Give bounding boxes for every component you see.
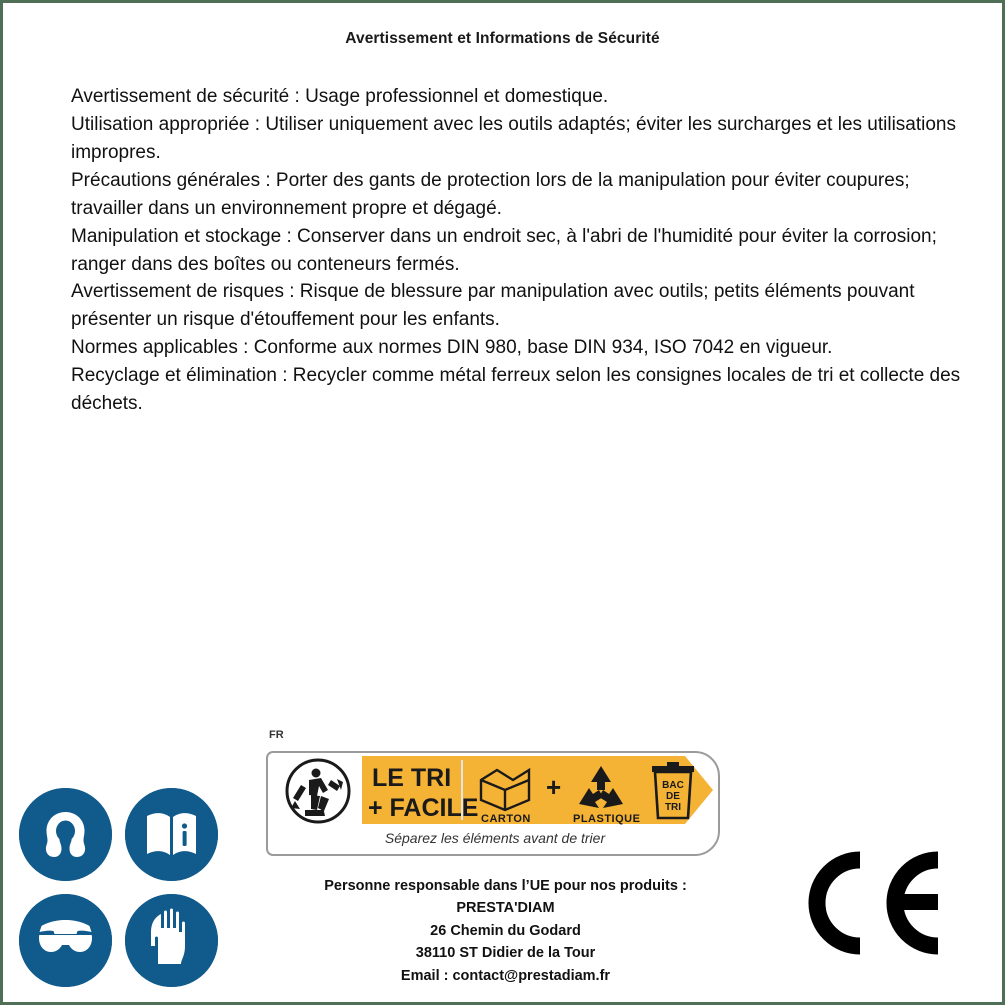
svg-text:TRI: TRI [664, 802, 682, 813]
safety-paragraph: Utilisation appropriée : Utiliser uniquement avec les outils adaptés; éviter les surcharges et les utilisations impropres. [71, 113, 956, 163]
responsible-company: PRESTA'DIAM [456, 900, 555, 917]
svg-text:PLASTIQUE: PLASTIQUE [573, 813, 641, 825]
safety-text-block [71, 83, 971, 418]
svg-text:+ FACILE: + FACILE [368, 794, 479, 822]
language-tag: FR [269, 729, 284, 741]
responsible-person-block [213, 875, 798, 987]
ce-marking [798, 848, 948, 958]
svg-text:LE TRI: LE TRI [372, 764, 452, 792]
safety-paragraph: Avertissement de risques : Risque de blessure par manipulation avec outils; petits éléments pouvant présenter un risque d'étouffement pour les enfants. [71, 281, 915, 331]
read-instructions-icon [125, 788, 218, 881]
safety-paragraph: Avertissement de sécurité : Usage professionnel et domestique. [71, 86, 609, 107]
svg-text:Séparez les éléments avant de: Séparez les éléments avant de trier [384, 830, 606, 846]
eye-protection-icon [19, 894, 112, 987]
safety-paragraph: Recyclage et élimination : Recycler comme métal ferreux selon les consignes locales de tri et collecte des déchets. [71, 365, 961, 415]
svg-text:DE: DE [666, 791, 680, 802]
responsible-heading: Personne responsable dans l’UE pour nos produits : [324, 878, 687, 894]
pictogram-group [19, 788, 224, 993]
triman-recycling-label [265, 730, 727, 857]
responsible-address-line-2: 38110 ST Didier de la Tour [415, 945, 596, 962]
ear-protection-icon [19, 788, 112, 881]
safety-paragraph: Normes applicables : Conforme aux normes DIN 980, base DIN 934, ISO 7042 en vigueur. [71, 337, 833, 359]
svg-text:CARTON: CARTON [481, 813, 531, 825]
hand-protection-icon [125, 894, 218, 987]
page-title: Avertissement et Informations de Sécurité [345, 30, 660, 47]
responsible-address-line-1: 26 Chemin du Godard [430, 922, 581, 939]
responsible-email: Email : contact@prestadiam.fr [400, 967, 611, 984]
svg-text:BAC: BAC [662, 780, 684, 791]
safety-paragraph: Manipulation et stockage : Conserver dans un endroit sec, à l'abri de l'humidité pour éviter la corrosion; ranger dans des boîtes ou conteneurs fermés. [71, 225, 937, 275]
svg-text:+: + [546, 772, 562, 802]
safety-paragraph: Précautions générales : Porter des gants de protection lors de la manipulation pour éviter coupures; travailler dans un environnement propre et dégagé. [71, 169, 910, 219]
